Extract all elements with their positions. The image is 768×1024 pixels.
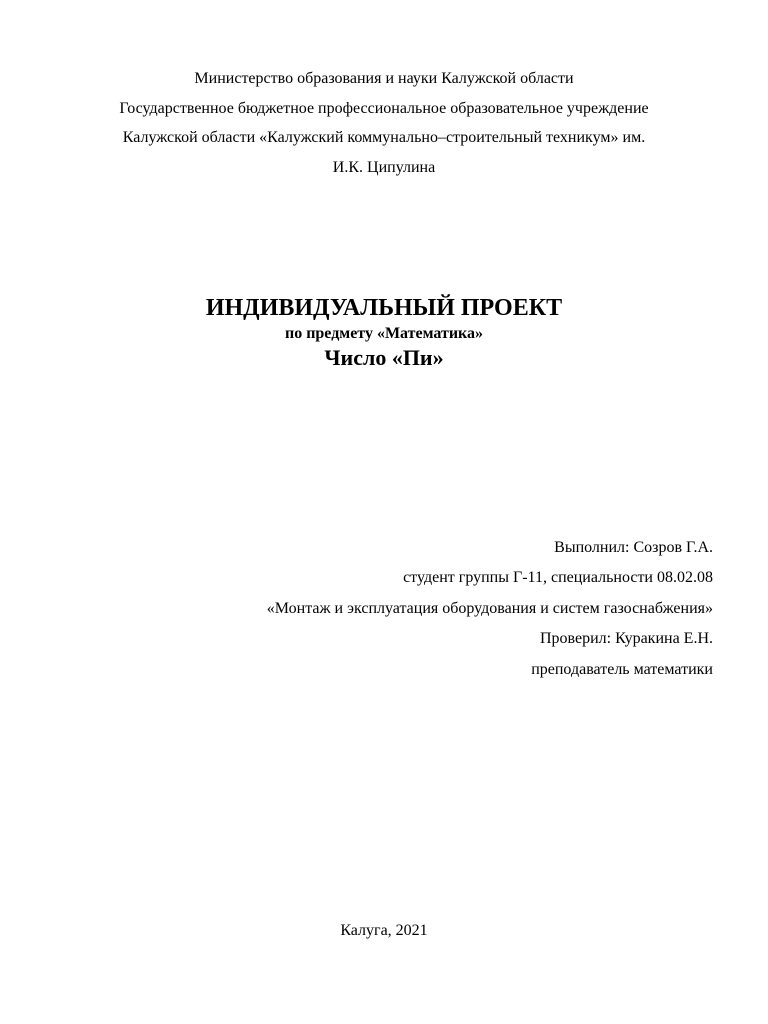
performed-by: Выполнил: Созров Г.А. (554, 539, 713, 556)
institution-line-2: Калужской области «Калужский коммунально–строительный техникум» им. (122, 129, 646, 146)
specialty-name: «Монтаж и эксплуатация оборудования и систем газоснабжения» (266, 600, 713, 617)
subject-line: по предмету «Математика» (284, 325, 484, 342)
student-info: студент группы Г-11, специальности 08.02.08 (403, 569, 713, 586)
city-year: Калуга, 2021 (340, 922, 428, 939)
checker-role: преподаватель математики (531, 661, 713, 678)
ministry-line: Министерство образования и науки Калужской области (194, 70, 574, 87)
document-title: ИНДИВИДУАЛЬНЫЙ ПРОЕКТ (205, 295, 563, 321)
institution-line-1: Государственное бюджетное профессиональное образовательное учреждение (119, 100, 649, 117)
topic-title: Число «Пи» (324, 345, 444, 370)
checked-by: Проверил: Куракина Е.Н. (539, 630, 713, 647)
institution-line-3: И.К. Ципулина (332, 159, 436, 176)
